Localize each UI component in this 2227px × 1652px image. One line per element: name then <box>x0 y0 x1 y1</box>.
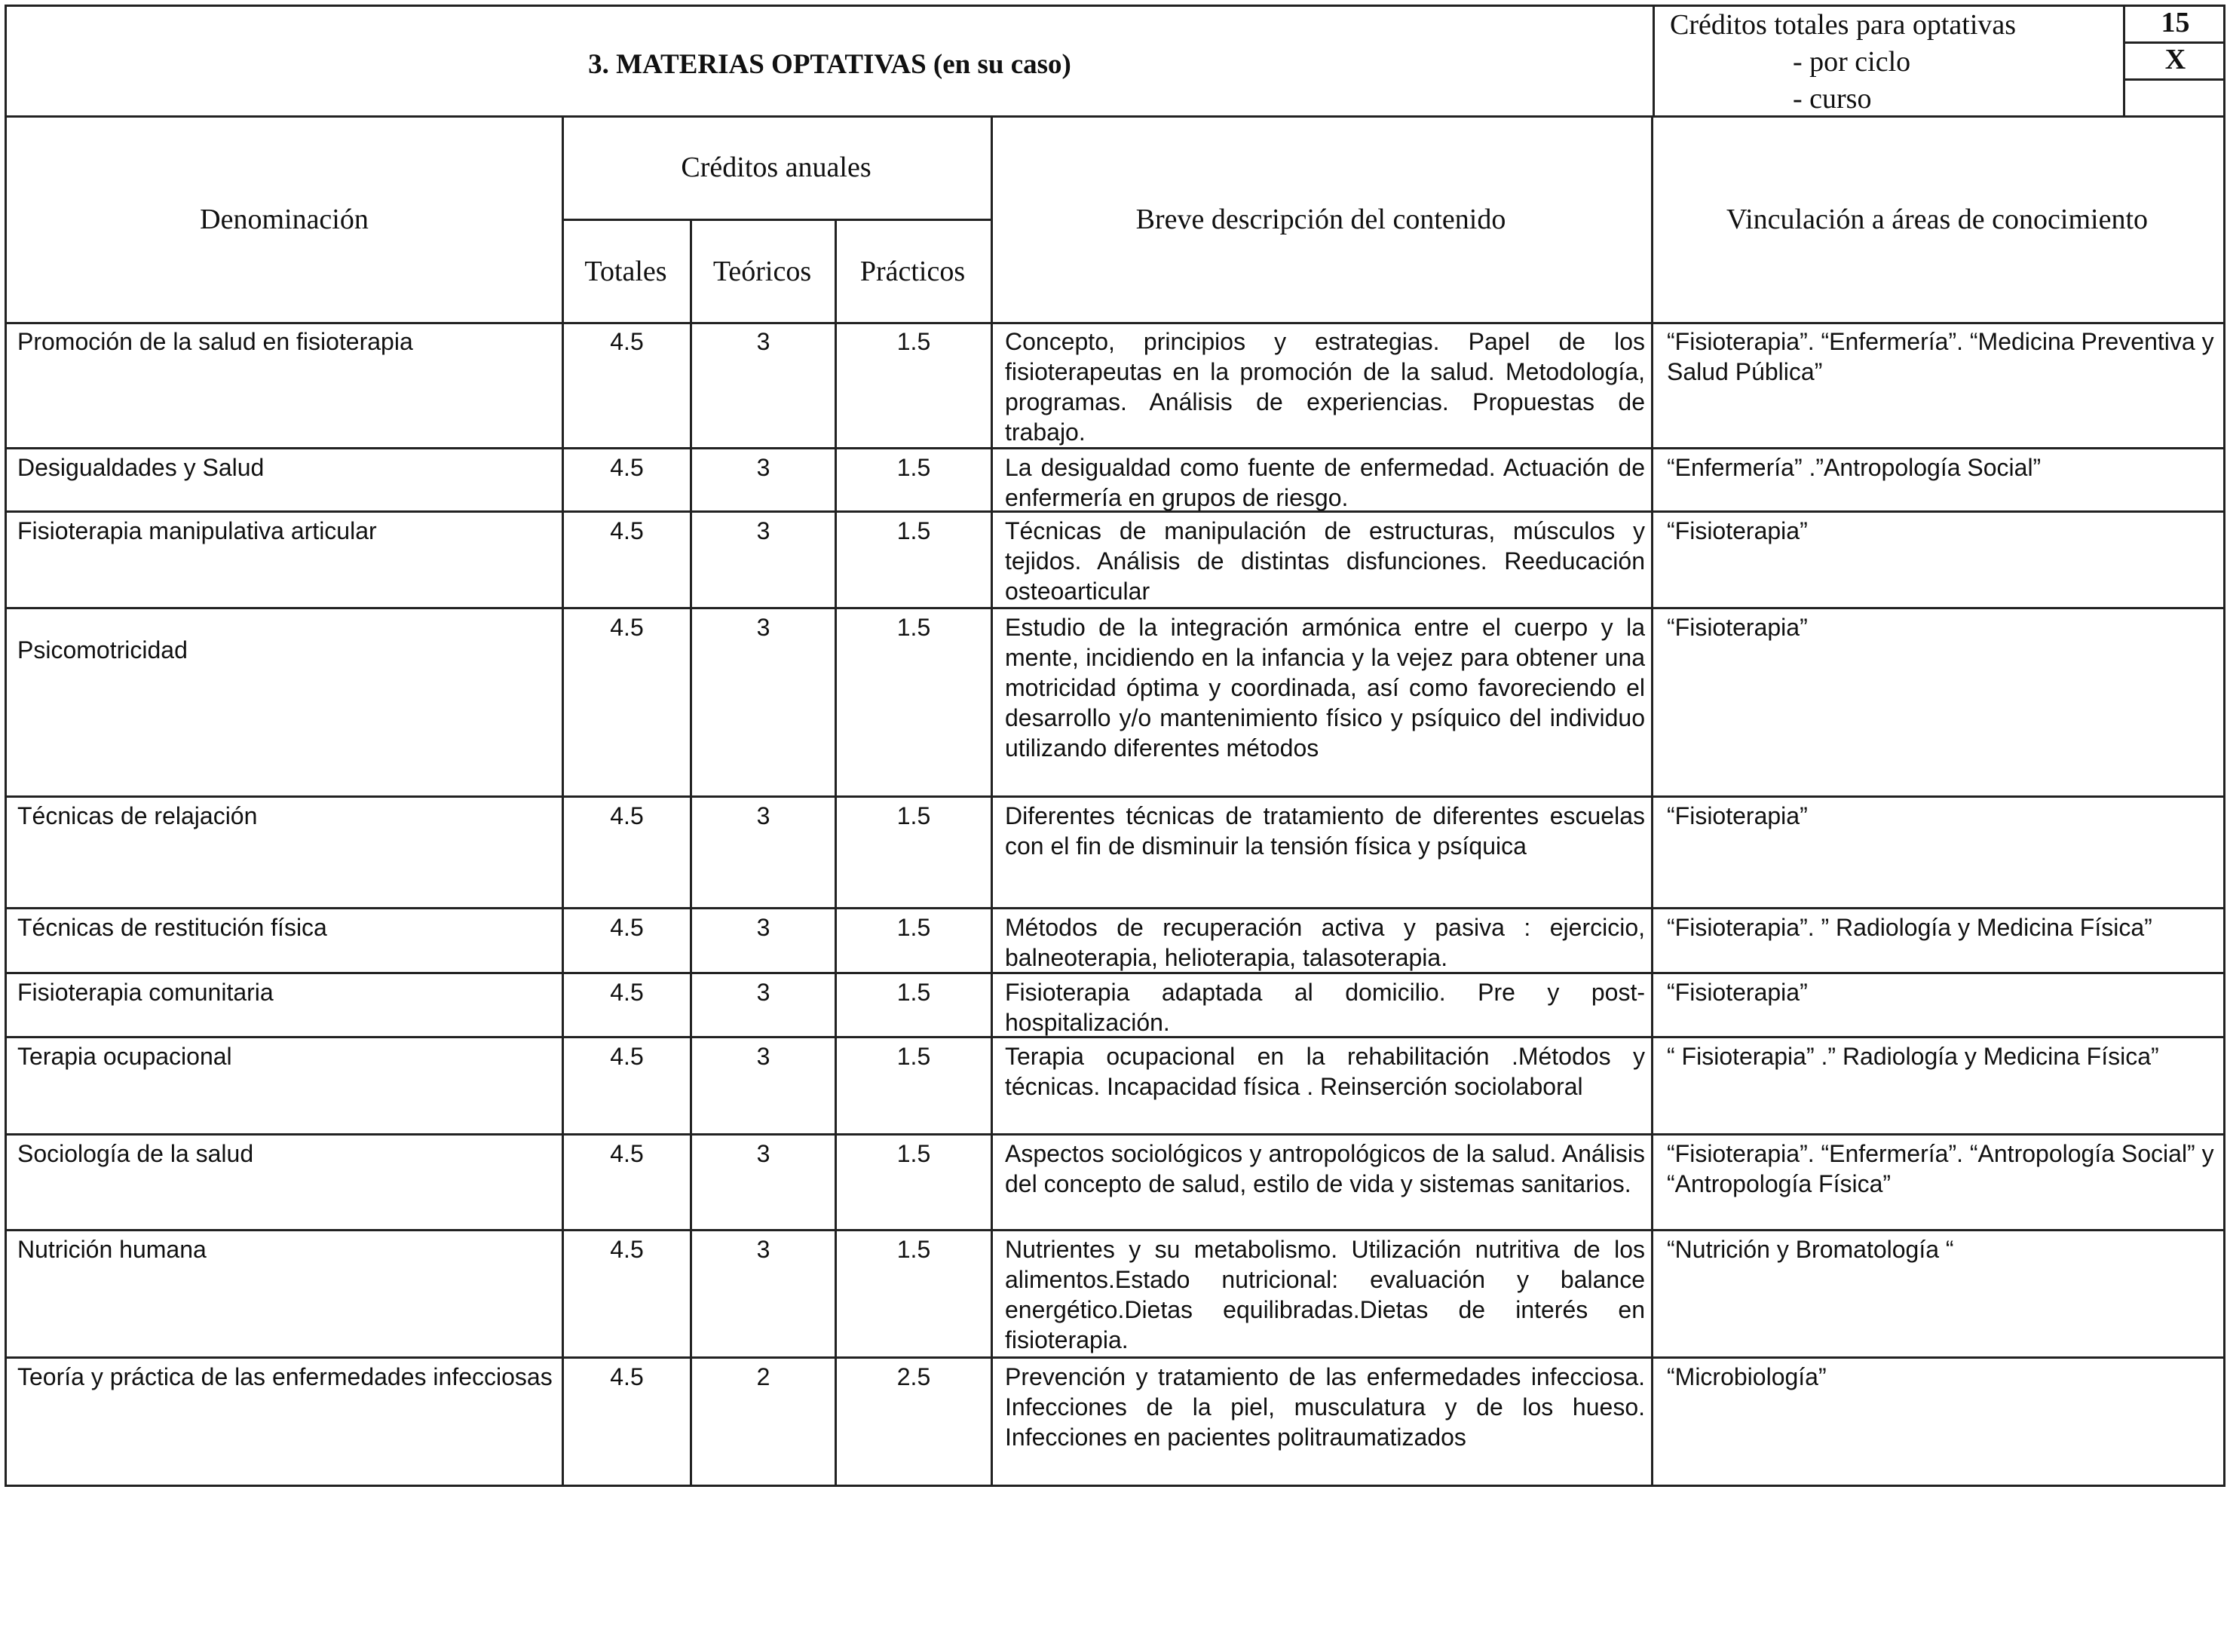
credits-totals: 4.5 <box>562 1231 690 1356</box>
subject-areas: “Fisioterapia”. ” Radiología y Medicina Física” <box>1651 909 2223 972</box>
credits-theory: 3 <box>690 909 835 972</box>
column-header-totals: Totales <box>584 256 667 287</box>
subject-areas: “Fisioterapia” <box>1651 974 2223 1036</box>
credits-practice: 1.5 <box>835 323 991 447</box>
subject-description: Concepto, principios y estrategias. Papel de los fisioterapeutas en la promoción de la salud. Metodología, programas. Análisis de experiencias. Propuestas de trabajo. <box>991 323 1651 447</box>
subject-description: Aspectos sociológicos y antropológicos de la salud. Análisis del concepto de salud, estilo de vida y sistemas sanitarios. <box>991 1136 1651 1229</box>
credits-practice: 1.5 <box>835 1231 991 1356</box>
credits-theory: 3 <box>690 1038 835 1133</box>
subject-name: Terapia ocupacional <box>17 1043 232 1070</box>
subject-name: Fisioterapia manipulativa articular <box>17 517 377 544</box>
subject-areas: “Microbiología” <box>1651 1359 2223 1485</box>
subject-description: Estudio de la integración armónica entre el cuerpo y la mente, incidiendo en la infancia y la vejez para obtener una motricidad óptima y coordinada, así como favoreciendo el desarrollo y/o mantenimiento físico y psíquico del individuo utilizando diferentes métodos <box>991 609 1651 795</box>
table-row <box>5 1136 2225 1231</box>
table-row <box>5 513 2225 609</box>
credits-practice: 2.5 <box>835 1359 991 1485</box>
credits-theory: 3 <box>690 449 835 510</box>
subject-name: Fisioterapia comunitaria <box>17 979 274 1006</box>
table-row <box>5 1231 2225 1359</box>
subject-name: Técnicas de restitución física <box>17 914 327 941</box>
subject-name: Psicomotricidad <box>17 636 188 664</box>
credits-practice: 1.5 <box>835 974 991 1036</box>
credits-totals: 4.5 <box>562 1038 690 1133</box>
subject-name: Teoría y práctica de las enfermedades infecciosas <box>17 1363 553 1390</box>
subject-description: Nutrientes y su metabolismo. Utilización nutritiva de los alimentos.Estado nutricional: evaluación y balance energético.Dietas equilibradas.Dietas de interés en fisioterapia. <box>991 1231 1651 1356</box>
credits-practice: 1.5 <box>835 909 991 972</box>
credits-practice: 1.5 <box>835 1038 991 1133</box>
subject-areas: “Nutrición y Bromatología “ <box>1651 1231 2223 1356</box>
credits-totals: 4.5 <box>562 1136 690 1229</box>
credits-totals: 4.5 <box>562 974 690 1036</box>
table-row <box>5 798 2225 909</box>
table-row <box>5 323 2225 449</box>
credits-totals: 4.5 <box>562 513 690 607</box>
subject-description: Diferentes técnicas de tratamiento de diferentes escuelas con el fin de disminuir la tensión física y psíquica <box>991 798 1651 907</box>
subject-areas: “Fisioterapia”. “Enfermería”. “Medicina Preventiva y Salud Pública” <box>1651 323 2223 447</box>
credits-totals: 4.5 <box>562 323 690 447</box>
subject-areas: “Fisioterapia” <box>1651 798 2223 907</box>
subject-name: Técnicas de relajación <box>17 802 258 829</box>
course-mark <box>2123 81 2225 115</box>
subject-areas: “ Fisioterapia” .” Radiología y Medicina Física” <box>1651 1038 2223 1133</box>
per-cycle-label: - por ciclo <box>1793 46 1911 78</box>
credits-practice: 1.5 <box>835 449 991 510</box>
table-row <box>5 1038 2225 1136</box>
subject-description: Terapia ocupacional en la rehabilitación .Métodos y técnicas. Incapacidad física . Reinserción sociolaboral <box>991 1038 1651 1133</box>
table-row <box>5 1359 2225 1487</box>
table-row <box>5 609 2225 798</box>
subject-name: Promoción de la salud en fisioterapia <box>17 328 413 355</box>
subject-areas: “Fisioterapia” <box>1651 513 2223 607</box>
subject-areas: “Enfermería” .”Antropología Social” <box>1651 449 2223 510</box>
subject-name: Nutrición humana <box>17 1236 207 1263</box>
table-row <box>5 909 2225 974</box>
credits-practice: 1.5 <box>835 798 991 907</box>
credits-theory: 3 <box>690 974 835 1036</box>
credits-theory: 3 <box>690 1136 835 1229</box>
column-header-annual-credits: Créditos anuales <box>681 152 872 183</box>
table-row <box>5 449 2225 513</box>
subject-description: La desigualdad como fuente de enfermedad. Actuación de enfermería en grupos de riesgo. <box>991 449 1651 510</box>
credits-totals: 4.5 <box>562 909 690 972</box>
credits-totals: 4.5 <box>562 449 690 510</box>
column-header-theory: Teóricos <box>712 256 812 287</box>
subject-description: Técnicas de manipulación de estructuras, músculos y tejidos. Análisis de distintas disfunciones. Reeducación osteoarticular <box>991 513 1651 607</box>
per-cycle-mark: X <box>2123 44 2225 81</box>
credits-practice: 1.5 <box>835 609 991 795</box>
credits-theory: 3 <box>690 513 835 607</box>
credits-totals: 4.5 <box>562 1359 690 1485</box>
subject-areas: “Fisioterapia” <box>1651 609 2223 795</box>
credits-total-label: Créditos totales para optativas <box>1670 9 2017 41</box>
credits-theory: 3 <box>690 609 835 795</box>
credits-practice: 1.5 <box>835 513 991 607</box>
subject-name: Desigualdades y Salud <box>17 454 265 481</box>
credits-theory: 2 <box>690 1359 835 1485</box>
table-header <box>5 116 2225 324</box>
section-title: 3. MATERIAS OPTATIVAS (en su caso) <box>588 48 1071 80</box>
section-header <box>5 5 2225 118</box>
course-label: - curso <box>1793 83 1872 115</box>
credits-summary <box>1653 7 2225 115</box>
subject-areas: “Fisioterapia”. “Enfermería”. “Antropología Social” y “Antropología Física” <box>1651 1136 2223 1229</box>
column-header-name: Denominación <box>200 203 369 235</box>
credits-theory: 3 <box>690 798 835 907</box>
subject-name: Sociología de la salud <box>17 1140 254 1167</box>
credits-total-value: 15 <box>2123 7 2225 44</box>
credits-practice: 1.5 <box>835 1136 991 1229</box>
column-header-description: Breve descripción del contenido <box>1135 203 1506 235</box>
subject-description: Métodos de recuperación activa y pasiva : ejercicio, balneoterapia, helioterapia, talasoterapia. <box>991 909 1651 972</box>
subject-description: Fisioterapia adaptada al domicilio. Pre y post-hospitalización. <box>991 974 1651 1036</box>
subject-description: Prevención y tratamiento de las enfermedades infecciosa. Infecciones de la piel, musculatura y de los hueso. Infecciones en pacientes politraumatizados <box>991 1359 1651 1485</box>
credits-totals: 4.5 <box>562 798 690 907</box>
column-header-areas: Vinculación a áreas de conocimiento <box>1726 203 2149 235</box>
credits-theory: 3 <box>690 1231 835 1356</box>
credits-theory: 3 <box>690 323 835 447</box>
credits-totals: 4.5 <box>562 609 690 795</box>
table-row <box>5 974 2225 1038</box>
column-header-practice: Prácticos <box>859 256 966 287</box>
